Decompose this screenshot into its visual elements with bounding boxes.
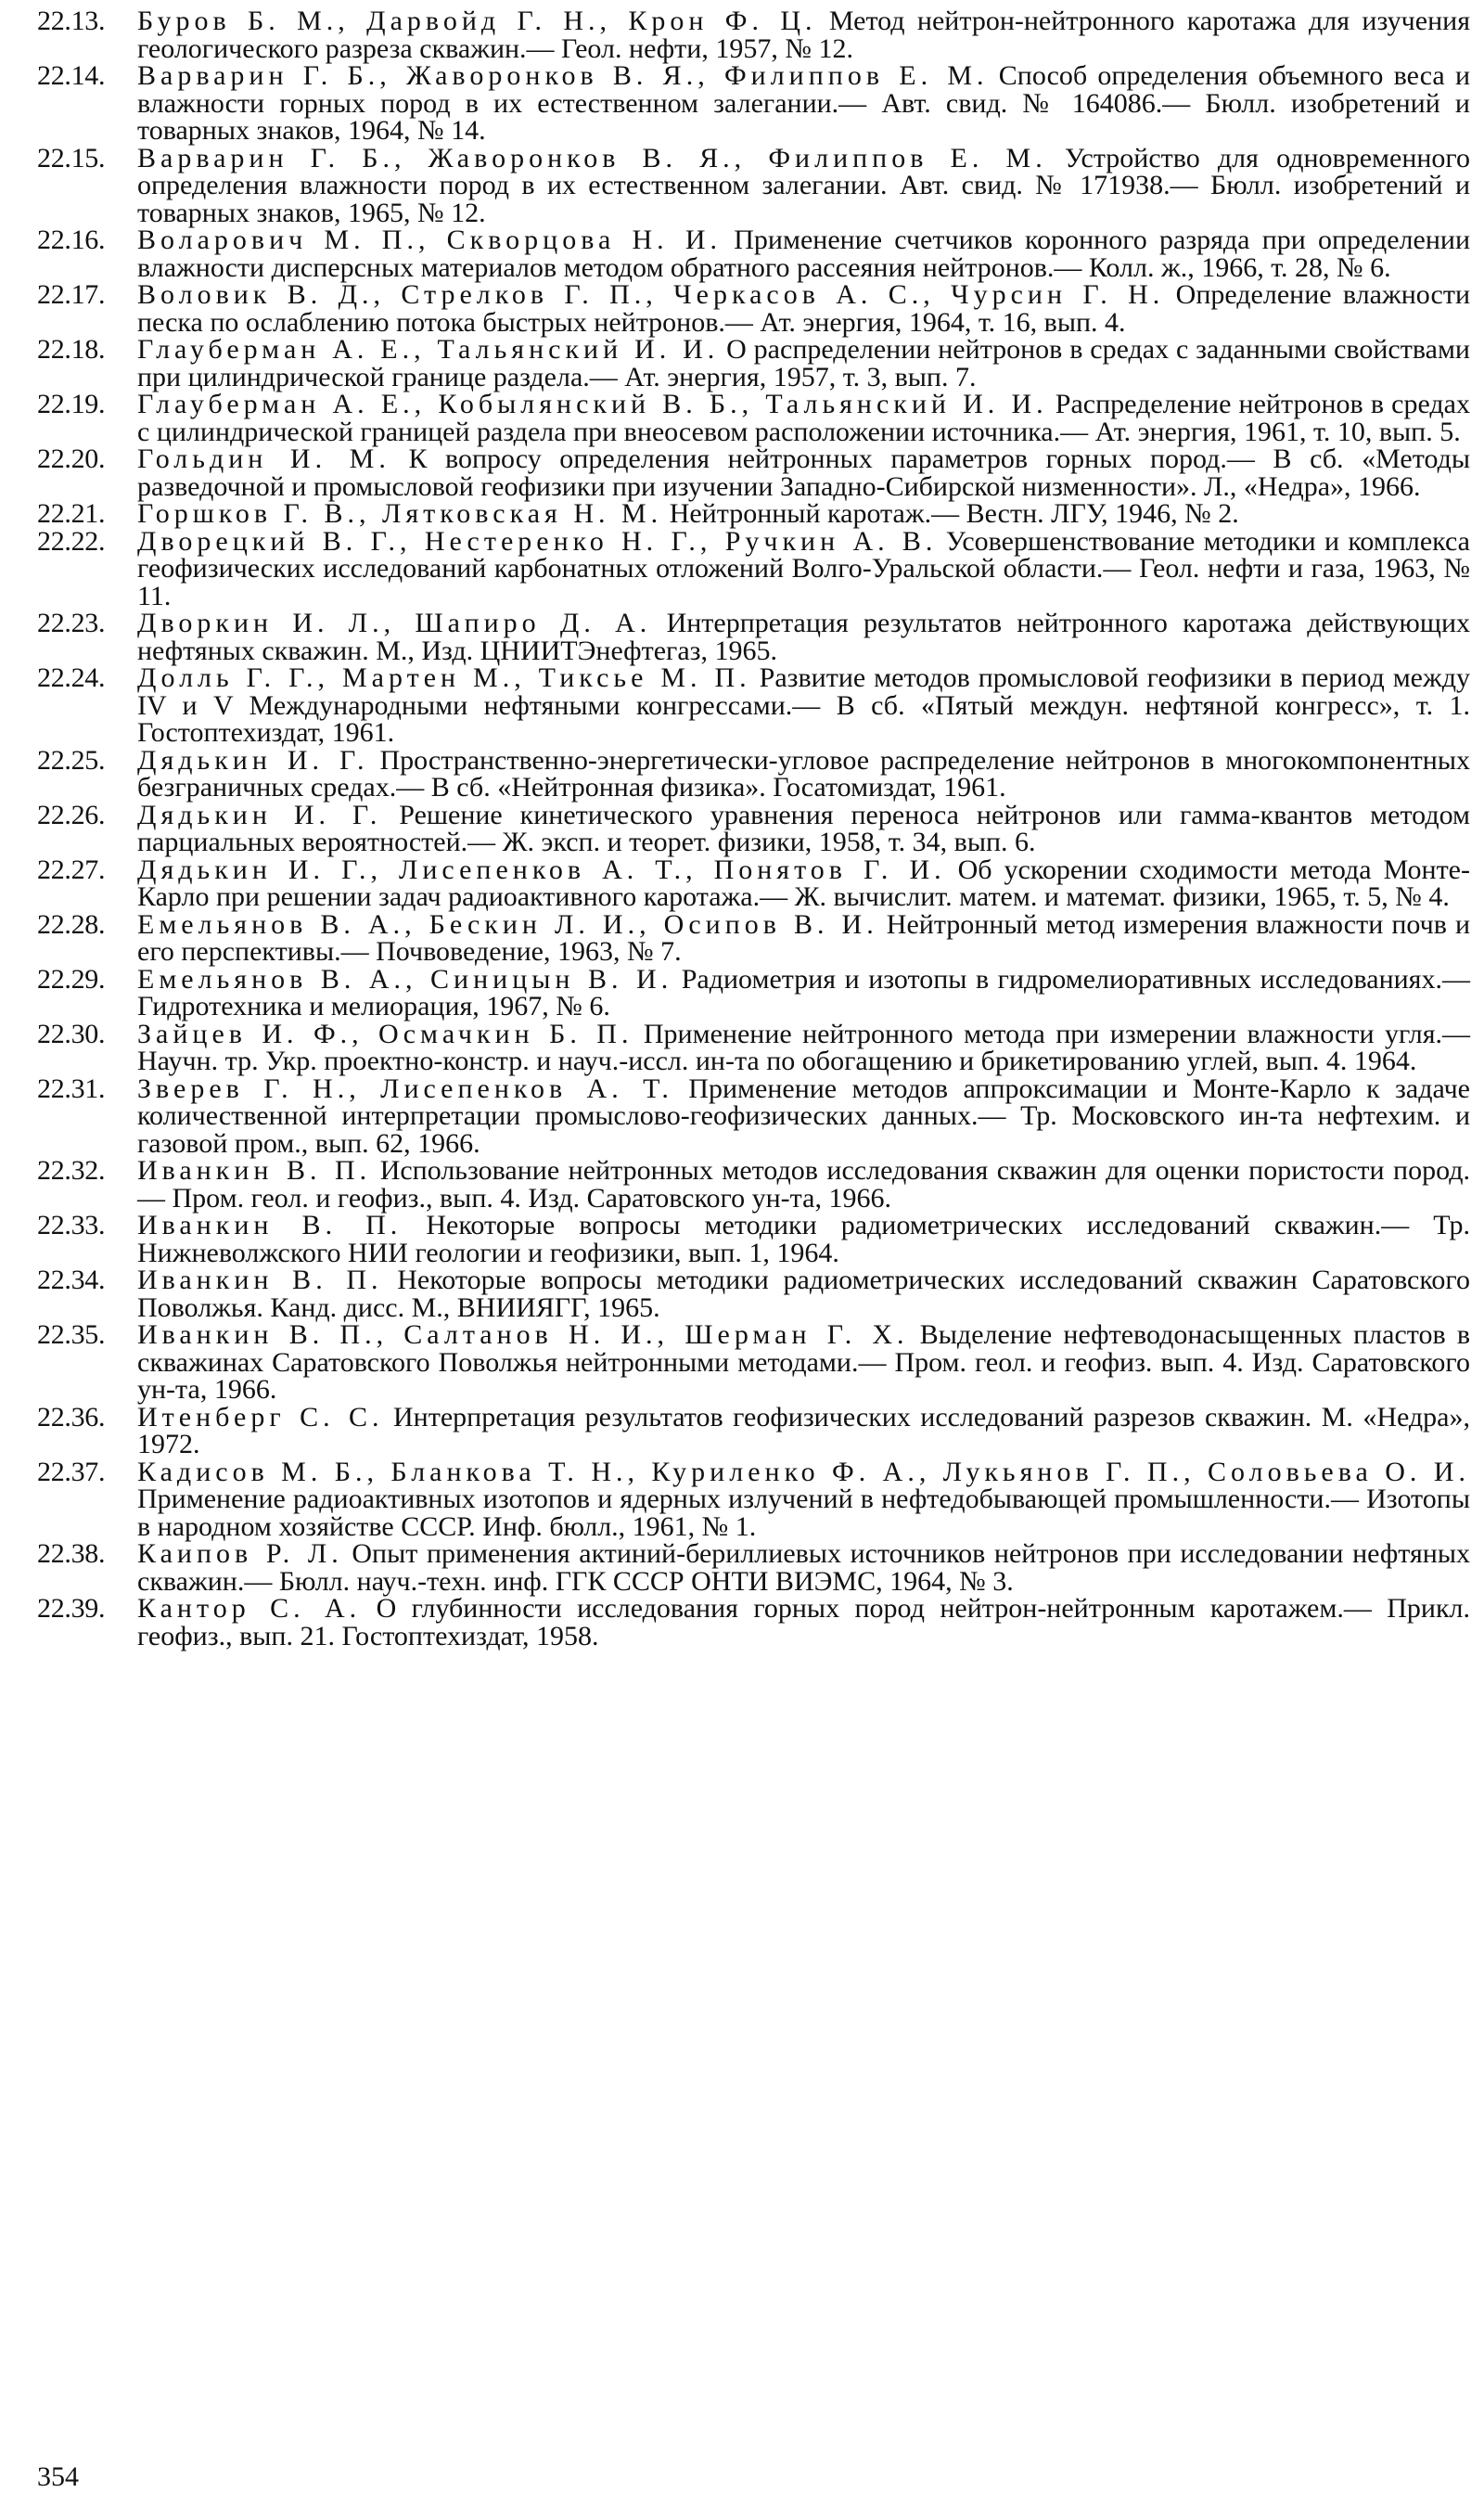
entry-number: 22.13. xyxy=(37,6,106,36)
entry-citation: К вопросу определения нейтронных параметров горных пород.— В сб. «Методы разведочной и промысловой геофизики при изучении Западно-Сибирской низменности». Л., «Недра», 1966. xyxy=(137,443,1470,502)
bibliography-entry xyxy=(37,799,1470,857)
entry-text xyxy=(137,391,1470,445)
bibliography-entry xyxy=(37,1401,1471,1459)
entry-text xyxy=(137,908,1471,967)
page-number: 354 xyxy=(37,2461,79,2492)
entry-citation: Применение радиоактивных изотопов и ядерных излучений в нефтедобывающей промышленности.— Изотопы в народном хозяйстве СССР. Инф. бюлл., 1961, № 1. xyxy=(137,1484,1470,1542)
bibliography-entry xyxy=(37,445,1470,500)
entry-citation: О распределении нейтронов в средах с заданными свойствами при цилиндрической границе раздела.— Ат. энергия, 1957, т. 3, вып. 7. xyxy=(137,334,1470,392)
entry-text xyxy=(137,744,1470,803)
entry-citation: Об ускорении сходимости метода Монте-Карло при решении задач радиоактивного каротажа.— Ж. вычислит. матем. и математ. физики, 1965, т. 5, № 4. xyxy=(137,854,1470,912)
entry-author: Глауберман А. Е., Тальянский И. И. xyxy=(137,334,720,365)
entry-number: 22.20. xyxy=(37,443,106,474)
entry-author: Кадисов М. Б., Бланкова Т. Н., Куриленко Ф. А., Лукьянов Г. П., Соловьева О. И. xyxy=(137,1456,1470,1487)
bibliography-entry xyxy=(37,856,1470,911)
entry-author: Воловик В. Д., Стрелков Г. П., Черкасов А. С., Чурсин Г. Н. xyxy=(137,279,1165,310)
bibliography-entry xyxy=(37,963,1470,1021)
entry-number: 22.18. xyxy=(37,334,106,365)
entry-author: Иванкин В. П. xyxy=(137,1155,372,1186)
entry-number: 22.26. xyxy=(37,799,106,830)
entry-citation: Некоторые вопросы методики радиометрических исследований скважин Саратовского Поволжья. Канд. дисс. М., ВНИИЯГГ, 1965. xyxy=(137,1265,1470,1323)
entry-number: 22.24. xyxy=(37,662,106,693)
bibliography-entry xyxy=(37,610,1470,664)
entry-number: 22.38. xyxy=(37,1538,106,1569)
entry-citation: Пространственно-энергетически-угловое распределение нейтронов в многокомпонентных безграничных средах.— В сб. «Нейтронная физика». Госатомиздат, 1961. xyxy=(137,744,1470,803)
entry-number: 22.17. xyxy=(37,279,106,310)
entry-citation: Нейтронный каротаж.— Вестн. ЛГУ, 1946, № 2. xyxy=(662,498,1239,529)
entry-citation: Устройство для одновременного определения влажности пород в их естественном залегании. Авт. свид. № 171938.— Бюлл. изобретений и товарных знаков, 1965, № 12. xyxy=(137,142,1470,228)
entry-author: Иванкин В. П., Салтанов Н. И., Шерман Г. Х. xyxy=(137,1319,909,1350)
entry-author: Зверев Г. Н., Лисепенков А. Т. xyxy=(137,1073,673,1104)
entry-citation: Решение кинетического уравнения переноса нейтронов или гамма-квантов методом парциальных вероятностей.— Ж. эксп. и теорет. физики, 1958, т. 34, вып. 6. xyxy=(137,799,1470,857)
entry-number: 22.27. xyxy=(37,854,106,885)
bibliography-entry xyxy=(37,744,1470,803)
entry-author: Дядькин И. Г., Лисепенков А. Т., Понятов Г. И. xyxy=(137,854,946,885)
entry-text xyxy=(137,445,1470,500)
entry-author: Каипов Р. Л. xyxy=(137,1538,343,1569)
entry-number: 22.36. xyxy=(37,1401,106,1432)
entry-number: 22.22. xyxy=(37,525,106,557)
entry-citation: Развитие методов промысловой геофизики в период между IV и V Международными нефтяными конгрессами.— В сб. «Пятый междун. нефтяной конгресс», т. 1. Гостоптехиздат, 1961. xyxy=(137,662,1470,748)
bibliography-entry xyxy=(37,142,1470,228)
entry-citation: Интерпретация результатов геофизических исследований разрезов скважин. М. «Недра», 1972. xyxy=(137,1401,1471,1459)
bibliography-list xyxy=(37,7,1470,1650)
entry-author: Дядькин И. Г. xyxy=(137,744,369,776)
bibliography-entry xyxy=(37,908,1471,967)
entry-citation: Некоторые вопросы методики радиометрических исследований скважин.— Тр. Нижневолжского НИИ геологии и геофизики, вып. 1, 1964. xyxy=(137,1210,1470,1268)
bibliography-entry xyxy=(37,1321,1470,1404)
entry-text xyxy=(137,336,1470,391)
entry-citation: Интерпретация результатов нейтронного каротажа действующих нефтяных скважин. М., Изд. ЦНИИТЭнефтегаз, 1965. xyxy=(137,608,1470,666)
entry-citation: Метод нейтрон-нейтронного каротажа для изучения геологического разреза скважин.— Геол. нефти, 1957, № 12. xyxy=(137,6,1470,64)
entry-author: Варварин Г. Б., Жаворонков В. Я., Филиппов Е. М. xyxy=(137,60,989,91)
bibliography-entry xyxy=(37,281,1470,336)
entry-number: 22.15. xyxy=(37,142,106,173)
bibliography-entry xyxy=(37,1018,1470,1076)
entry-citation: Усовершенствование методики и комплекса геофизических исследований карбонатных отложений Волго-Уральской области.— Геол. нефти и газа, 1963, № 11. xyxy=(137,525,1470,611)
bibliography-entry xyxy=(37,525,1470,611)
entry-number: 22.33. xyxy=(37,1210,106,1240)
entry-text xyxy=(137,226,1470,281)
entry-number: 22.16. xyxy=(37,225,106,255)
entry-author: Варварин Г. Б., Жаворонков В. Я., Филиппов Е. М. xyxy=(137,142,1047,173)
entry-number: 22.35. xyxy=(37,1319,106,1350)
entry-text xyxy=(137,856,1470,911)
bibliography-entry xyxy=(37,7,1470,62)
entry-author: Иванкин В. П. xyxy=(137,1210,403,1240)
entry-text xyxy=(137,142,1470,228)
entry-text xyxy=(137,610,1470,664)
entry-citation: О глубинности исследования горных пород нейтрон-нейтронным каротажем.— Прикл. геофиз., вып. 21. Гостоптехиздат, 1958. xyxy=(137,1593,1470,1651)
entry-number: 22.23. xyxy=(37,608,106,638)
entry-text xyxy=(137,1266,1470,1321)
entry-author: Дворецкий В. Г., Нестеренко Н. Г., Ручкин А. В. xyxy=(137,525,938,557)
entry-text xyxy=(137,1321,1470,1404)
entry-text xyxy=(137,1458,1470,1541)
entry-citation: Применение счетчиков коронного разряда при определении влажности дисперсных материалов методом обратного рассеяния нейтронов.— Колл. ж., 1966, т. 28, № 6. xyxy=(137,225,1471,283)
entry-text xyxy=(137,7,1470,62)
entry-number: 22.28. xyxy=(37,908,106,940)
bibliography-entry xyxy=(37,1157,1470,1212)
bibliography-entry xyxy=(37,500,1470,528)
entry-citation: Выделение нефтеводонасыщенных пластов в скважинах Саратовского Поволжья нейтронными методами.— Пром. геол. и геофиз. вып. 4. Изд. Саратовского ун-та, 1966. xyxy=(137,1319,1470,1405)
entry-author: Емельянов В. А., Бескин Л. И., Осипов В. И. xyxy=(137,908,878,940)
entry-author: Зайцев И. Ф., Осмачкин Б. П. xyxy=(137,1018,633,1049)
bibliography-entry xyxy=(37,1458,1470,1541)
entry-text xyxy=(137,1401,1471,1459)
entry-text xyxy=(137,1540,1470,1595)
entry-number: 22.19. xyxy=(37,389,106,419)
bibliography-entry xyxy=(37,336,1470,391)
entry-number: 22.21. xyxy=(37,498,106,529)
bibliography-entry xyxy=(37,1595,1470,1650)
entry-text xyxy=(137,1212,1470,1266)
entry-citation: Радиометрия и изотопы в гидромелиоративных исследованиях.— Гидротехника и мелиорация, 1967, № 6. xyxy=(137,963,1470,1021)
entry-text xyxy=(137,281,1470,336)
entry-author: Иванкин В. П. xyxy=(137,1265,383,1295)
entry-text xyxy=(137,1157,1470,1212)
bibliography-entry xyxy=(37,226,1470,281)
entry-author: Гольдин И. М. xyxy=(137,443,390,474)
entry-author: Дворкин И. Л., Шапиро Д. А. xyxy=(137,608,652,638)
entry-author: Воларович М. П., Скворцова Н. И. xyxy=(137,225,723,255)
entry-citation: Применение методов аппроксимации и Монте-Карло к задаче количественной интерпретации промыслово-геофизических данных.— Тр. Московского ин-та нефтехим. и газовой пром., вып. 62, 1966. xyxy=(137,1073,1470,1159)
bibliography-entry xyxy=(37,391,1470,445)
entry-number: 22.34. xyxy=(37,1265,106,1295)
entry-citation: Применение нейтронного метода при измерении влажности угля.— Научн. тр. Укр. проектно-констр. и науч.-иссл. ин-та по обогащению и брикетированию углей, вып. 4. 1964. xyxy=(137,1018,1470,1076)
entry-number: 22.32. xyxy=(37,1155,106,1186)
bibliography-entry xyxy=(37,62,1470,145)
entry-text xyxy=(137,62,1470,145)
entry-text xyxy=(137,963,1470,1021)
entry-text xyxy=(137,1018,1470,1076)
entry-citation: Использование нейтронных методов исследования скважин для оценки пористости пород.— Пром. геол. и геофиз., вып. 4. Изд. Саратовского ун-та, 1966. xyxy=(137,1155,1471,1214)
entry-citation: Способ определения объемного веса и влажности горных пород в их естественном залегании.— Авт. свид. № 164086.— Бюлл. изобретений и товарных знаков, 1964, № 14. xyxy=(137,60,1471,146)
entry-citation: Опыт применения актиний-бериллиевых источников нейтронов при исследовании нефтяных скважин.— Бюлл. науч.-техн. инф. ГГК СССР ОНТИ ВИЭМС, 1964, № 3. xyxy=(137,1538,1470,1597)
entry-author: Емельянов В. А., Синицын В. И. xyxy=(137,963,673,995)
entry-number: 22.14. xyxy=(37,60,106,91)
entry-citation: Нейтронный метод измерения влажности почв и его перспективы.— Почвоведение, 1963, № 7. xyxy=(137,908,1471,967)
entry-number: 22.30. xyxy=(37,1018,106,1049)
entry-citation: Определение влажности песка по ослаблению потока быстрых нейтронов.— Ат. энергия, 1964, т. 16, вып. 4. xyxy=(137,279,1470,338)
entry-text xyxy=(137,1595,1470,1650)
entry-number: 22.39. xyxy=(37,1593,106,1624)
entry-author: Дядькин И. Г. xyxy=(137,799,382,830)
entry-number: 22.25. xyxy=(37,744,106,776)
bibliography-entry xyxy=(37,1540,1470,1595)
entry-author: Долль Г. Г., Мартен М., Тиксье М. П. xyxy=(137,662,751,693)
bibliography-entry xyxy=(37,1212,1470,1266)
entry-text xyxy=(137,664,1470,747)
entry-author: Кантор С. А. xyxy=(137,1593,362,1624)
entry-text xyxy=(137,799,1470,857)
bibliography-entry xyxy=(37,664,1470,747)
entry-text xyxy=(137,500,1470,528)
entry-author: Горшков Г. В., Лятковская Н. М. xyxy=(137,498,663,529)
entry-text xyxy=(137,1075,1470,1158)
bibliography-entry xyxy=(37,1075,1470,1158)
entry-number: 22.31. xyxy=(37,1073,106,1104)
entry-author: Буров Б. М., Дарвойд Г. Н., Крон Ф. Ц. xyxy=(137,6,817,36)
entry-number: 22.29. xyxy=(37,963,106,995)
entry-number: 22.37. xyxy=(37,1456,106,1487)
entry-text xyxy=(137,525,1470,611)
entry-author: Глауберман А. Е., Кобылянский В. Б., Тальянский И. И. xyxy=(137,389,1048,419)
entry-author: Итенберг С. С. xyxy=(137,1401,384,1432)
entry-citation: Распределение нейтронов в средах с цилиндрической границей раздела при внеосевом расположении источника.— Ат. энергия, 1961, т. 10, вып. 5. xyxy=(137,389,1470,447)
bibliography-entry xyxy=(37,1266,1470,1321)
